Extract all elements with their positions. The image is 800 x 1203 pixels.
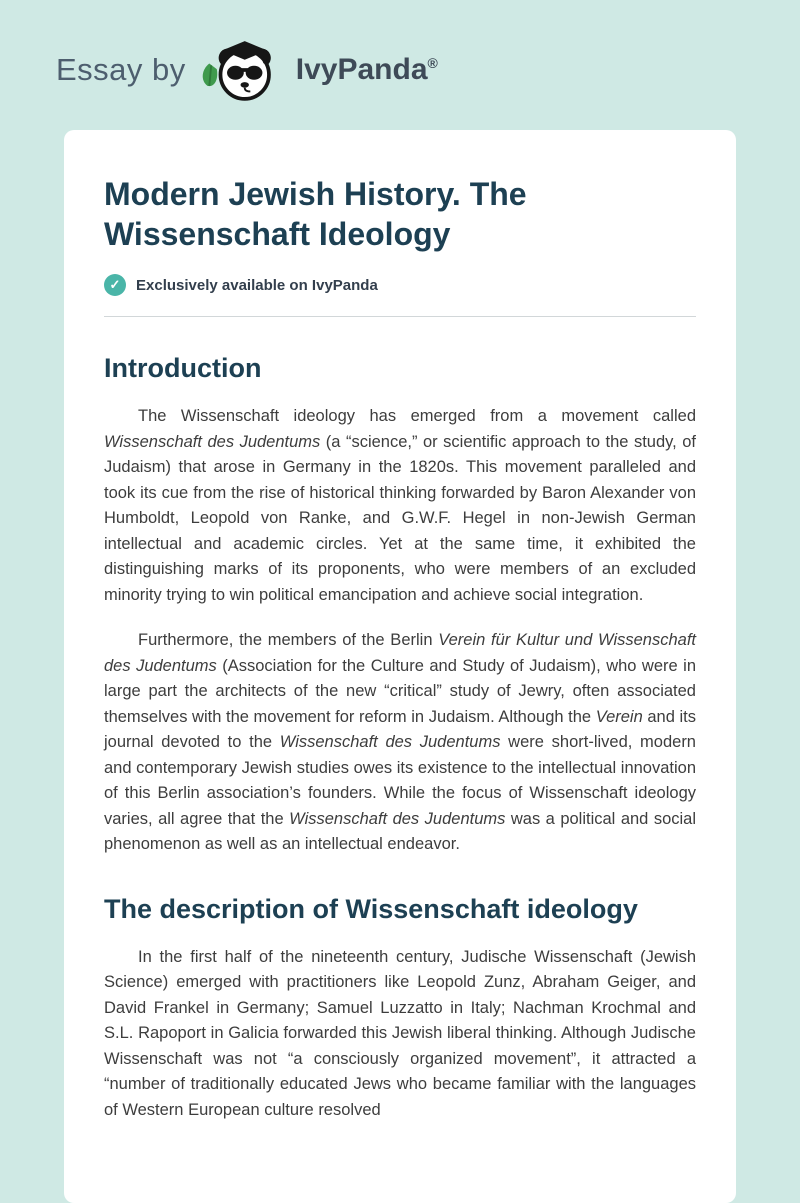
- essay-card: [64, 130, 736, 1203]
- site-header: [0, 0, 800, 130]
- divider: [104, 316, 696, 317]
- registered-mark: ®: [427, 55, 438, 71]
- brand-name: [296, 53, 438, 87]
- essay-by-label: Essay by: [56, 52, 186, 87]
- section-heading-introduction: Introduction: [104, 353, 262, 383]
- check-icon: ✓: [104, 274, 126, 296]
- ivypanda-panda-logo-icon: [200, 37, 282, 103]
- intro-paragraph-1: The Wissenschaft ideology has emerged from a movement called Wissenschaft des Judentums (a “science,” or scientific approach to the study, of Judaism) that arose in Germany in the 1820s. This movement paralleled and took its cue from the rise of historical thinking forwarded by Baron Alexander von Humboldt, Leopold von Ranke, and G.W.F. Hegel in non-Jewish German intellectual and academic circles. Yet at the same time, it exhibited the distinguishing marks of its proponents, who were members of an excluded minority trying to win political emancipation and achieve social integration.: [104, 407, 697, 604]
- brand-text: IvyPanda: [295, 53, 428, 86]
- section-heading-description: The description of Wissenschaft ideology: [104, 893, 638, 924]
- intro-paragraph-2: Furthermore, the members of the Berlin Verein für Kultur und Wissenschaft des Judentums (Association for the Culture and Study of Judaism), who were in large part the architects of the new “critical” study of Jewry, often associated themselves with the movement for reform in Judaism. Although the Verein and its journal devoted to the Wissenschaft des Judentums were short-lived, modern and contemporary Jewish studies owes its existence to the intellectual innovation of this Berlin association’s founders. While the focus of Wissenschaft ideology varies, all agree that the Wissenschaft des Judentums was a political and social phenomenon as well as an intellectual endeavor.: [104, 631, 697, 853]
- description-paragraph-1: In the first half of the nineteenth century, Judische Wissenschaft (Jewish Science) emerged with practitioners like Leopold Zunz, Abraham Geiger, and David Frankel in Germany; Samuel Luzzatto in Italy; Nachman Krochmal and S.L. Rapoport in Galicia forwarded this Jewish liberal thinking. Although Judische Wissenschaft was not “a consciously organized movement”, it attracted a “number of traditionally educated Jews who became familiar with the languages of Western European culture resolved: [104, 947, 696, 1119]
- essay-title: Modern Jewish History. The Wissenschaft Ideology: [104, 176, 527, 252]
- availability-badge: [104, 274, 696, 296]
- availability-text: Exclusively available on IvyPanda: [136, 276, 378, 294]
